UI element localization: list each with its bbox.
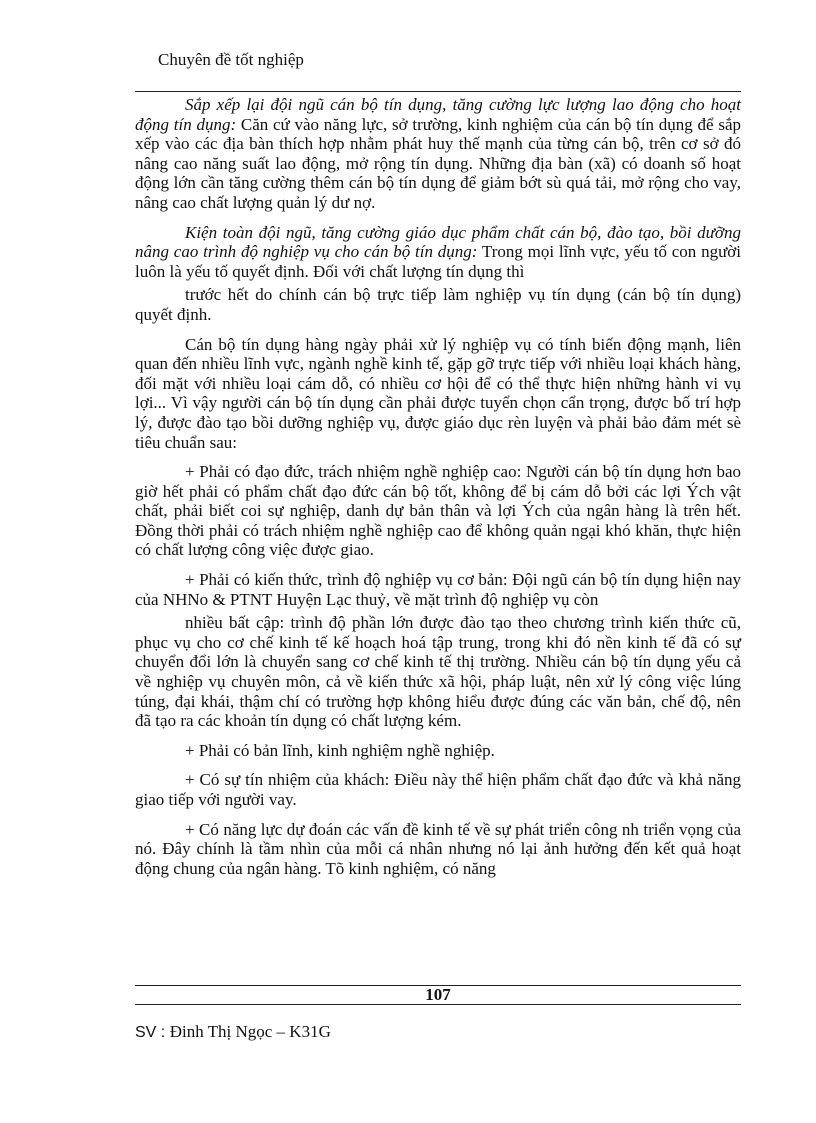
- paragraph-1: [135, 95, 741, 213]
- paragraph-5-text: + Phải có đạo đức, trách nhiệm nghề nghiệp cao: Người cán bộ tín dụng hơn bao giờ hết phải có phẩm chất đạo đức cán bộ tốt, không để bị cám dỗ bởi các lợi Ých vật chất, phải biết coi sự nghiệp, danh dự bản thân và lợi Ých của ngân hàng là trên hết. Đồng thời phải có trách nhiệm nghề nghiệp cao để không quản ngại khó khăn, thực hiện có chất lượng công việc được giao.: [135, 462, 741, 560]
- paragraph-3: [135, 285, 741, 324]
- paragraph-8: [135, 741, 741, 761]
- paragraph-10-text: + Có năng lực dự đoán các vấn đề kinh tế về sự phát triển công nh triển vọng của nó. Đây chính là tầm nhìn của mỗi cá nhân nhưng nó lại ảnh hưởng đến kết quả hoạt động chung của ngân hàng. Tõ kinh nghiệm, có năng: [135, 819, 741, 878]
- paragraph-8-text: + Phải có bản lĩnh, kinh nghiệm nghề nghiệp.: [185, 740, 495, 760]
- footer-divider-bottom: [135, 1004, 741, 1005]
- paragraph-9-text: + Có sự tín nhiệm của khách: Điều này thể hiện phẩm chất đạo đức và khả năng giao tiếp với người vay.: [135, 770, 741, 809]
- page-header-title: Chuyên đề tốt nghiệp: [158, 50, 304, 69]
- footer-student-name: Đinh Thị Ngọc – K31G: [169, 1022, 331, 1041]
- paragraph-3-text: trước hết do chính cán bộ trực tiếp làm nghiệp vụ tín dụng (cán bộ tín dụng) quyết định.: [135, 285, 741, 324]
- paragraph-7-text: nhiều bất cập: trình độ phần lớn được đào tạo theo chương trình kiến thức cũ, phục vụ cho cơ chế kinh tế kế hoạch hoá tập trung, trong khi đó nền kinh tế đã có sự chuyển đổi lớn là chuyển sang cơ chế kinh tế thị trường. Nhiều cán bộ tín dụng yếu cả về nghiệp vụ chuyên môn, cả về kiến thức xã hội, pháp luật, nên xử lý công việc lúng túng, đại khái, thậm chí có trường hợp không hiểu được đúng các văn bản, chế độ, nên đã tạo ra các khoản tín dụng có chất lượng kém.: [135, 613, 741, 731]
- document-body: [135, 95, 741, 888]
- paragraph-2: [135, 223, 741, 282]
- paragraph-1-lead: Sắp xếp lại đội ngũ cán bộ tín dụng, tăng cường lực lượng lao động cho hoạt động tín dụng:: [135, 95, 741, 134]
- paragraph-6-text: + Phải có kiến thức, trình độ nghiệp vụ cơ bản: Đội ngũ cán bộ tín dụng hiện nay của NHNo & PTNT Huyện Lạc thuỷ, về mặt trình độ nghiệp vụ còn: [135, 570, 741, 609]
- paragraph-4-text: Cán bộ tín dụng hàng ngày phải xử lý nghiệp vụ có tính biến động mạnh, liên quan đến nhiều lĩnh vực, ngành nghề kinh tế, gặp gỡ trực tiếp với nhiều loại khách hàng, đối mặt với nhiều loại cám dỗ, có nhiều cơ hội để có thể thực hiện những hành vi vụ lợi... Vì vậy người cán bộ tín dụng cần phải được tuyển chọn cẩn trọng, được bố trí hợp lý, được đào tạo bồi dưỡng nghiệp vụ, được giáo dục rèn luyện và phải bảo đảm mét sè tiêu chuẩn sau:: [135, 334, 741, 452]
- paragraph-2-lead: Kiện toàn đội ngũ, tăng cường giáo dục phẩm chất cán bộ, đào tạo, bồi dưỡng nâng cao trình độ nghiệp vụ cho cán bộ tín dụng:: [135, 222, 741, 262]
- paragraph-9: [135, 770, 741, 809]
- header-divider: [135, 91, 741, 92]
- footer-author: [135, 1022, 331, 1042]
- page-number: 107: [425, 985, 451, 1004]
- paragraph-2-text: Trong mọi lĩnh vực, yếu tố con người luôn là yếu tố quyết định. Đối với chất lượng tín dụng thì: [135, 242, 741, 281]
- paragraph-5: [135, 462, 741, 560]
- paragraph-1-text: Căn cứ vào năng lực, sở trường, kinh nghiệm của cán bộ tín dụng để sắp xếp vào các địa bàn thích hợp nhằm phát huy thế mạnh của từng cán bộ, trên cơ sở đó nâng cao năng suất lao động, mở rộng tín dụng. Những địa bàn (xã) có doanh số hoạt động lớn cần tăng cường thêm cán bộ tín dụng để giảm bớt sù quá tải, mở rộng cho vay, nâng cao chất lượng quản lý dư nợ.: [135, 114, 741, 212]
- paragraph-6: [135, 570, 741, 609]
- footer-label: SV :: [135, 1024, 166, 1041]
- paragraph-10: [135, 820, 741, 879]
- paragraph-7: [135, 613, 741, 731]
- paragraph-4: [135, 335, 741, 453]
